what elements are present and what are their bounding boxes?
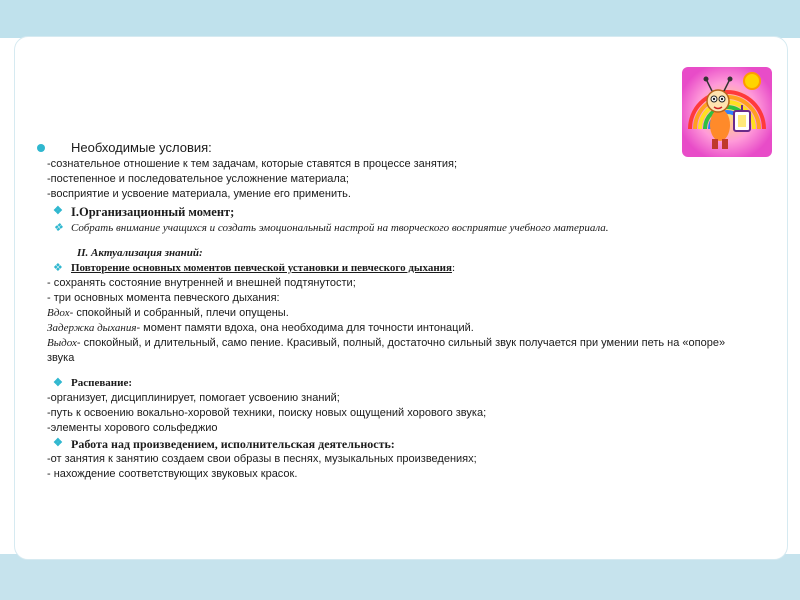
condition-item: -восприятие и усвоение материала, умение его применить. bbox=[47, 188, 351, 200]
bullet-icon bbox=[37, 144, 45, 152]
condition-item: -постепенное и последовательное усложнение материала; bbox=[47, 173, 349, 185]
condition-item: -сознательное отношение к тем задачам, которые ставятся в процессе занятия; bbox=[47, 158, 458, 170]
vydoh-label: Выдох bbox=[47, 337, 77, 349]
bottom-decorative-band bbox=[0, 554, 800, 600]
slide-body bbox=[47, 139, 737, 482]
spacer bbox=[47, 366, 737, 376]
section3-line: -путь к освоению вокально-хоровой техники, поиску новых ощущений хорового звука; bbox=[47, 407, 487, 419]
hold-line bbox=[47, 321, 737, 336]
vydoh-line bbox=[47, 336, 737, 366]
vdoh-text: - спокойный и собранный, плечи опущены. bbox=[69, 307, 289, 319]
top-decorative-band bbox=[0, 0, 800, 38]
section1-title-line bbox=[53, 204, 737, 221]
section2-subtitle: Повторение основных моментов певческой установки и певческого дыхания bbox=[71, 262, 452, 274]
section2-title: II. Актуализация знаний: bbox=[77, 247, 203, 259]
section2-line: - три основных момента певческого дыхания: bbox=[47, 292, 280, 304]
section4-title: Работа над произведением, исполнительская деятельность: bbox=[71, 437, 395, 451]
section1-text: Собрать внимание учащихся и создать эмоциональный настрой на творческого восприятие учебного материала. bbox=[71, 222, 609, 234]
section1-title: I.Организационный момент; bbox=[71, 205, 235, 219]
bullet-icon: ❖ bbox=[53, 377, 63, 389]
bullet-icon: ❖ bbox=[53, 262, 63, 274]
section4-line: - нахождение соответствующих звуковых красок. bbox=[47, 468, 298, 480]
section4-title-line bbox=[53, 436, 737, 452]
hold-label: Задержка дыхания bbox=[47, 322, 137, 334]
section2-line: - сохранять состояние внутренней и внешней подтянутости; bbox=[47, 277, 356, 289]
section4-line: -от занятия к занятию создаем свои образы в песнях, музыкальных произведениях; bbox=[47, 453, 477, 465]
vdoh-line bbox=[47, 306, 737, 321]
section3-title: Распевание: bbox=[71, 377, 132, 389]
vydoh-text: - спокойный, и длительный, само пение. Красивый, полный, достаточно сильный звук получается при умении петь на «опоре» звука bbox=[47, 337, 726, 364]
section3-line: -элементы хорового сольфеджио bbox=[47, 422, 218, 434]
conditions-heading-line bbox=[47, 139, 737, 157]
section2-subtitle-tail: : bbox=[451, 262, 456, 274]
bullet-icon: ❖ bbox=[53, 205, 63, 217]
spacer bbox=[47, 236, 737, 246]
conditions-heading: Необходимые условия: bbox=[71, 140, 212, 155]
section3-line: -организует, дисциплинирует, помогает усвоению знаний; bbox=[47, 392, 340, 404]
section1-text-line bbox=[53, 221, 737, 236]
bullet-icon: ❖ bbox=[53, 437, 63, 449]
vdoh-label: Вдох bbox=[47, 307, 70, 319]
hold-text: - момент памяти вдоха, она необходима для точности интонаций. bbox=[136, 322, 474, 334]
section2-subtitle-line bbox=[53, 261, 737, 276]
section3-title-line bbox=[53, 376, 737, 391]
bullet-icon: ❖ bbox=[53, 222, 63, 234]
